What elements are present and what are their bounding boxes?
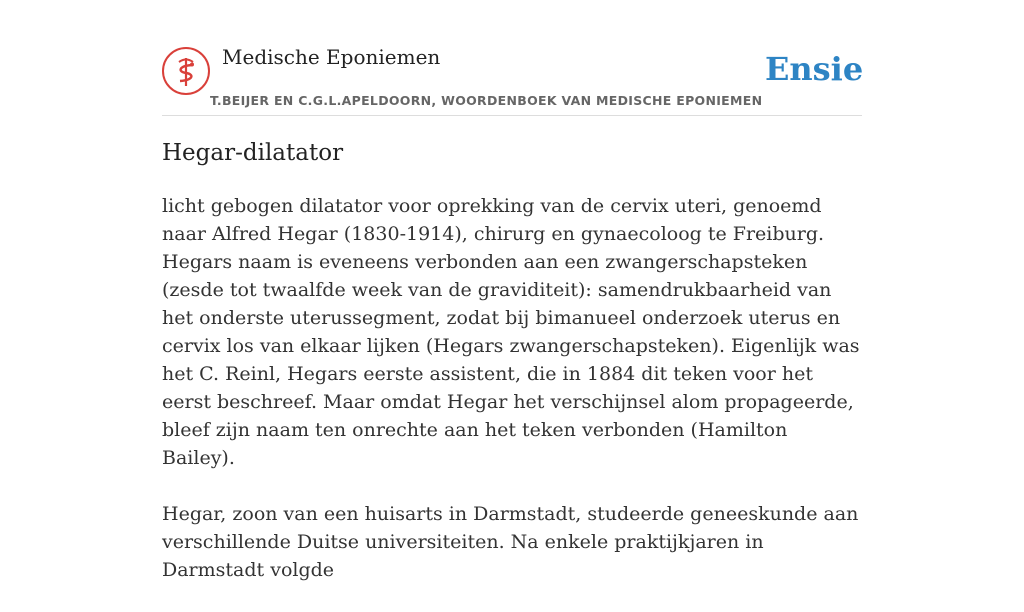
header-divider: [162, 115, 862, 116]
entry-definition: [162, 192, 862, 612]
caduceus-icon-graphic: [164, 49, 208, 93]
definition-paragraph: licht gebogen dilatator voor oprekking van de cervix uteri, genoemd naar Alfred Hegar (1830-1914), chirurg en gynaecoloog te Freiburg. Hegars naam is eveneens verbonden aan een zwangerschapsteken (zesde tot twaalfde week van de graviditeit): samendrukbaarheid van het onderste uterussegment, zodat bij bimanueel onderzoek uterus en cervix los van elkaar lijken (Hegars zwangerschapsteken). Eigenlijk was het C. Reinl, Hegars eerste assistent, die in 1884 dit teken voor het eerst beschreef. Maar omdat Hegar het verschijnsel alom propageerde, bleef zijn naam ten onrechte aan het teken verbonden (Hamilton Bailey).: [162, 195, 860, 469]
source-title[interactable]: Medische Eponiemen: [222, 45, 441, 69]
source-subtitle[interactable]: T.BEIJER EN C.G.L.APELDOORN, WOORDENBOEK VAN MEDISCHE EPONIEMEN: [210, 93, 763, 108]
entry-title: Hegar-dilatator: [162, 140, 344, 166]
definition-paragraph: Hegar, zoon van een huisarts in Darmstadt, studeerde geneeskunde aan verschillende Duitse universiteiten. Na enkele praktijkjaren in Darmstadt volgde: [162, 503, 859, 581]
caduceus-icon[interactable]: [162, 47, 210, 95]
brand-logo[interactable]: Ensie: [765, 50, 864, 88]
